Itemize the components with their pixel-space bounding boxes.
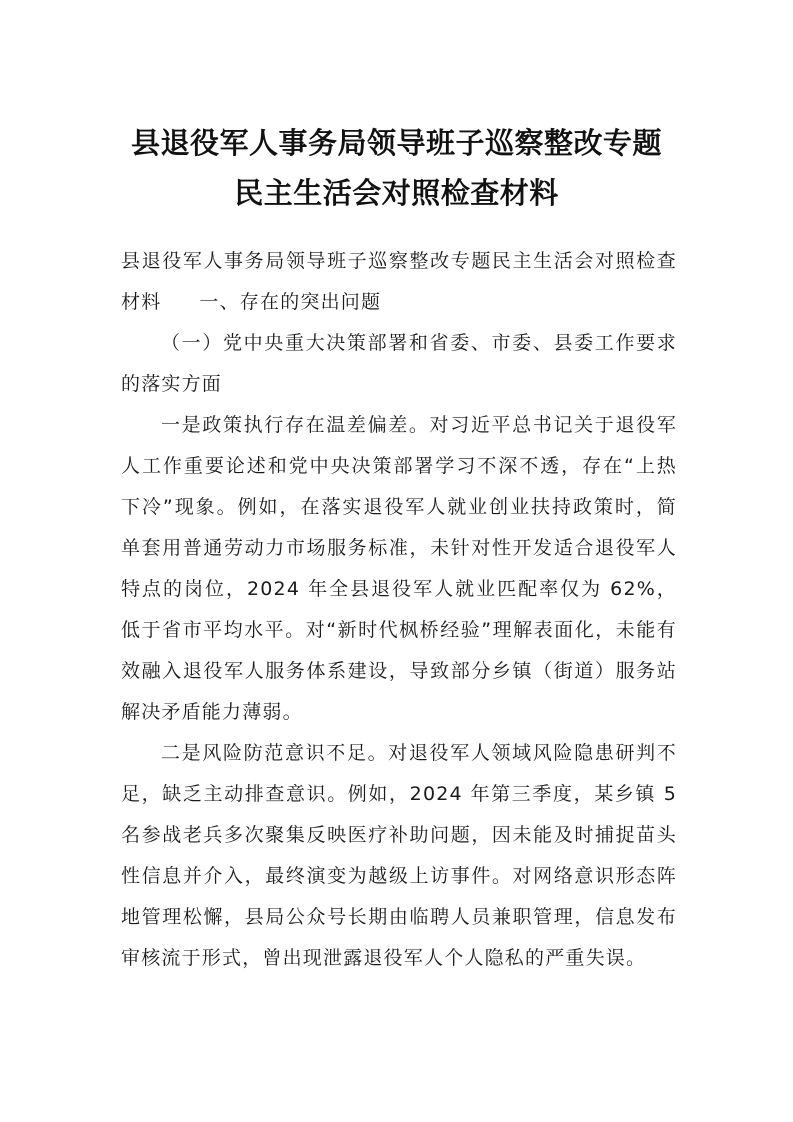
section-heading: 一、存在的突出问题	[199, 291, 382, 313]
intro-paragraph	[121, 241, 677, 323]
title-line-2: 民主生活会对照检查材料	[234, 176, 559, 210]
title-line-1: 县退役军人事务局领导班子巡察整改专题	[130, 126, 662, 160]
document-body	[121, 241, 677, 979]
body-paragraph-2: 二是风险防范意识不足。对退役军人领域风险隐患研判不足，缺乏主动排查意识。例如，2024 年第三季度，某乡镇 5 名参战老兵多次聚集反映医疗补助问题，因未能及时捕捉苗头性信息并介入，最终演变为越级上访事件。对网络意识形态阵地管理松懈，县局公众号长期由临聘人员兼职管理，信息发布审核流于形式，曾出现泄露退役军人个人隐私的严重失误。	[121, 742, 677, 969]
body-paragraph-1: 一是政策执行存在温差偏差。对习近平总书记关于退役军人工作重要论述和党中央决策部署学习不深不透，存在“上热下冷”现象。例如，在落实退役军人就业创业扶持政策时，简单套用普通劳动力市场服务标准，未针对性开发适合退役军人特点的岗位，2024 年全县退役军人就业匹配率仅为 62%，低于省市平均水平。对“新时代枫桥经验”理解表面化，未能有效融入退役军人服务体系建设，导致部分乡镇（街道）服务站解决矛盾能力薄弱。	[121, 414, 677, 723]
document-title	[0, 118, 793, 218]
intro-text: 县退役军人事务局领导班子巡察整改专题民主生活会对照检查材料	[121, 250, 677, 313]
subsection-heading: （一）党中央重大决策部署和省委、市委、县委工作要求的落实方面	[121, 332, 677, 395]
